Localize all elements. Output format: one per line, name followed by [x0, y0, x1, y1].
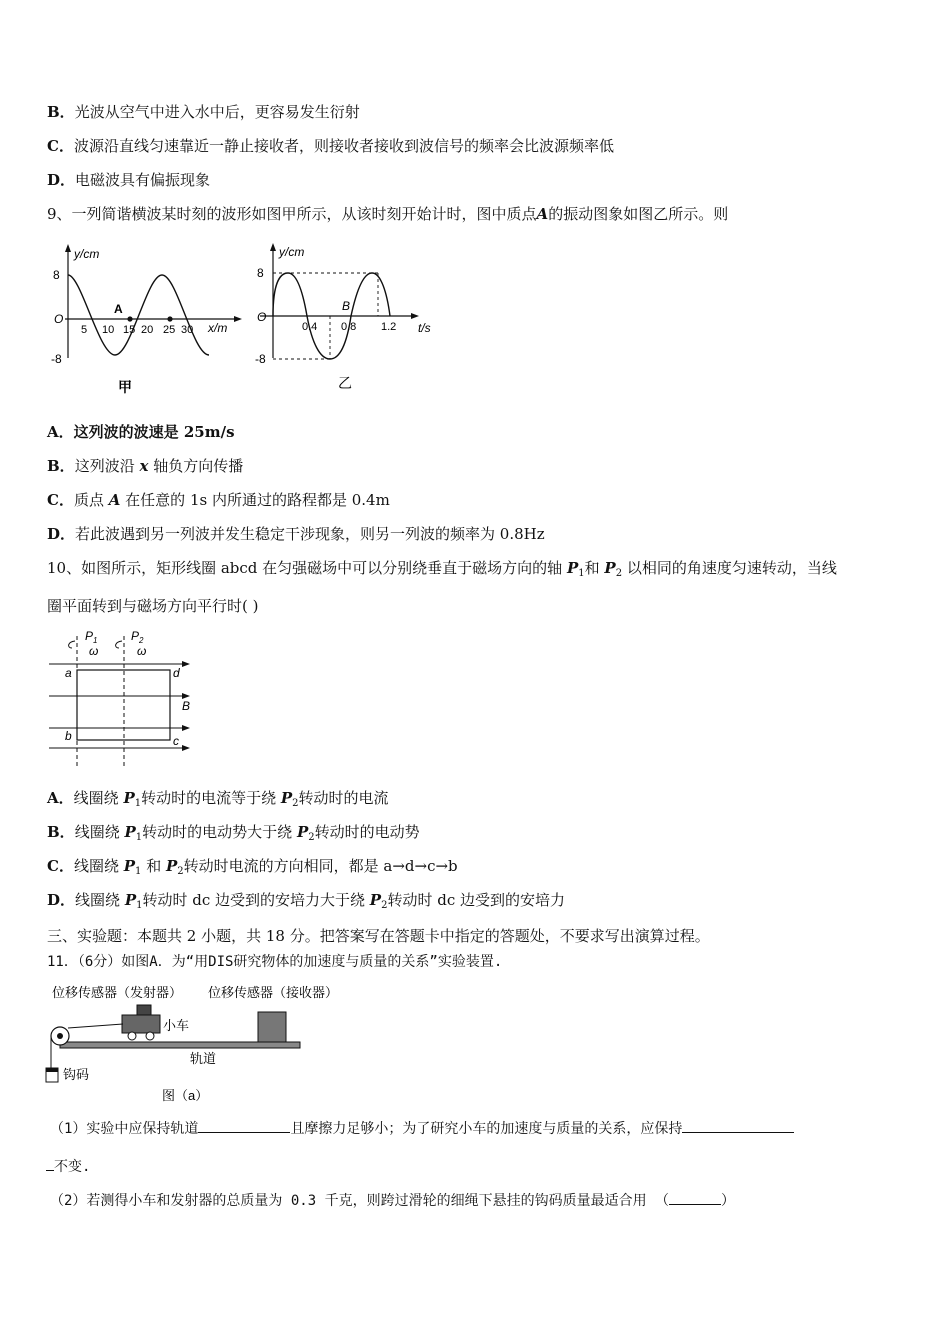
figure-caption: 甲: [118, 379, 132, 395]
receiver-label: 位移传感器（接收器）: [208, 985, 339, 1000]
coil-diagram: [45, 628, 205, 770]
weight-label: 钩码: [63, 1067, 90, 1082]
x-tick-label: 15: [123, 324, 136, 336]
x-axis-label: x/m: [208, 321, 228, 335]
q11-part1-cont: 不变.: [46, 1156, 90, 1177]
x-tick-label: 25: [163, 324, 176, 336]
q11-stem: 11．（6分）如图A．为“用DIS研究物体的加速度与质量的关系”实验装置.: [47, 954, 503, 970]
axis-p2-label: $P_2$: [131, 629, 144, 645]
y-axis-label: y/cm: [74, 247, 100, 261]
option-letter: C．: [47, 137, 74, 155]
option-letter: D．: [47, 171, 76, 189]
answer-blank[interactable]: [669, 1190, 721, 1205]
q8-option-b: [47, 102, 360, 122]
option-letter: B．: [47, 103, 75, 121]
y-max-label: 8: [257, 266, 264, 280]
option-text: 光波从空气中进入水中后，更容易发生衍射: [74, 103, 360, 121]
corner-c-label: c: [173, 734, 179, 748]
q10-option-a: A．线圈绕 $P_1$转动时的电流等于绕 $P_2$转动时的电流: [47, 789, 389, 809]
origin-label: O: [54, 312, 64, 326]
omega-label: ω: [137, 644, 147, 658]
q9-option-c: C．质点 A 在任意的 1s 内所通过的路程都是 0.4m: [47, 491, 390, 509]
y-min-label: -8: [51, 352, 62, 366]
figure-caption: 乙: [338, 375, 352, 391]
q11-part2: （2）若测得小车和发射器的总质量为 0.3 千克，则跨过滑轮的细绳下悬挂的钩码质量最适合用 （ ）: [50, 1190, 735, 1211]
answer-blank[interactable]: [46, 1156, 54, 1171]
t-tick-label: 0.8: [341, 321, 357, 333]
sender-label: 位移传感器（发射器）: [52, 985, 183, 1000]
x-tick-label: 5: [81, 324, 88, 336]
corner-d-label: d: [173, 666, 180, 680]
x-tick-label: 30: [181, 324, 194, 336]
q10-option-c: C．线圈绕 $P_1$ 和 $P_2$转动时电流的方向相同，都是 a→d→c→b: [47, 857, 458, 877]
t-tick-label: 0.4: [302, 321, 318, 333]
q10-stem-line1: 10、如图所示，矩形线圈 abcd 在匀强磁场中可以分别绕垂直于磁场方向的轴 $P_1$和 $P_2$ 以相同的角速度匀速转动，当线: [47, 559, 837, 579]
t-axis-label: t/s: [418, 321, 431, 335]
point-b-label: B: [342, 299, 351, 313]
figure-caption: 图（a）: [162, 1088, 209, 1103]
x-tick-label: 20: [141, 324, 154, 336]
y-axis-label: y/cm: [279, 245, 305, 259]
q8-option-c: [47, 136, 614, 156]
dis-apparatus-diagram: [40, 980, 370, 1110]
x-tick-label: 10: [102, 324, 115, 336]
option-text: 电磁波具有偏振现象: [75, 171, 211, 189]
omega-label: ω: [89, 644, 99, 658]
origin-label: O: [257, 310, 267, 324]
q10-option-d: D．线圈绕 $P_1$转动时 dc 边受到的安培力大于绕 $P_2$转动时 dc 边受到的安培力: [47, 891, 565, 911]
q9-option-b: B．这列波沿 x 轴负方向传播: [47, 457, 244, 475]
t-tick-label: 1.2: [381, 321, 397, 333]
point-a-label: A: [114, 302, 123, 316]
q9-option-d: D．若此波遇到另一列波并发生稳定干涉现象，则另一列波的频率为 0.8Hz: [47, 525, 545, 543]
corner-a-label: a: [65, 666, 72, 680]
axis-p1-label: $P_1$: [85, 629, 98, 645]
q10-option-b: B．线圈绕 $P_1$转动时的电动势大于绕 $P_2$转动时的电动势: [47, 823, 420, 843]
corner-b-label: b: [65, 729, 72, 743]
answer-blank[interactable]: [682, 1118, 794, 1133]
cart-label: 小车: [163, 1018, 190, 1033]
vibration-graph-yi: [250, 238, 450, 398]
option-text: 波源沿直线匀速靠近一静止接收者，则接收者接收到波信号的频率会比波源频率低: [73, 137, 614, 155]
q8-option-d: [47, 170, 210, 190]
answer-blank[interactable]: [198, 1118, 290, 1133]
q11-part1: （1）实验中应保持轨道 且摩擦力足够小；为了研究小车的加速度与质量的关系，应保持: [50, 1118, 794, 1139]
q10-stem-line2: 圈平面转到与磁场方向平行时( ): [47, 597, 259, 615]
wave-graph-jia: [45, 240, 245, 400]
track-label: 轨道: [190, 1051, 217, 1066]
y-max-label: 8: [53, 268, 60, 282]
q9-stem: 9、一列简谐横波某时刻的波形如图甲所示，从该时刻开始计时，图中质点A的振动图象如图乙所示。则: [47, 205, 729, 223]
section-3-heading: 三、实验题：本题共 2 小题，共 18 分。把答案写在答题卡中指定的答题处，不要求写出演算过程。: [47, 927, 710, 945]
y-min-label: -8: [255, 352, 266, 366]
field-b-label: B: [182, 699, 191, 713]
q9-option-a: A．这列波的波速是 25m/s: [47, 423, 235, 441]
